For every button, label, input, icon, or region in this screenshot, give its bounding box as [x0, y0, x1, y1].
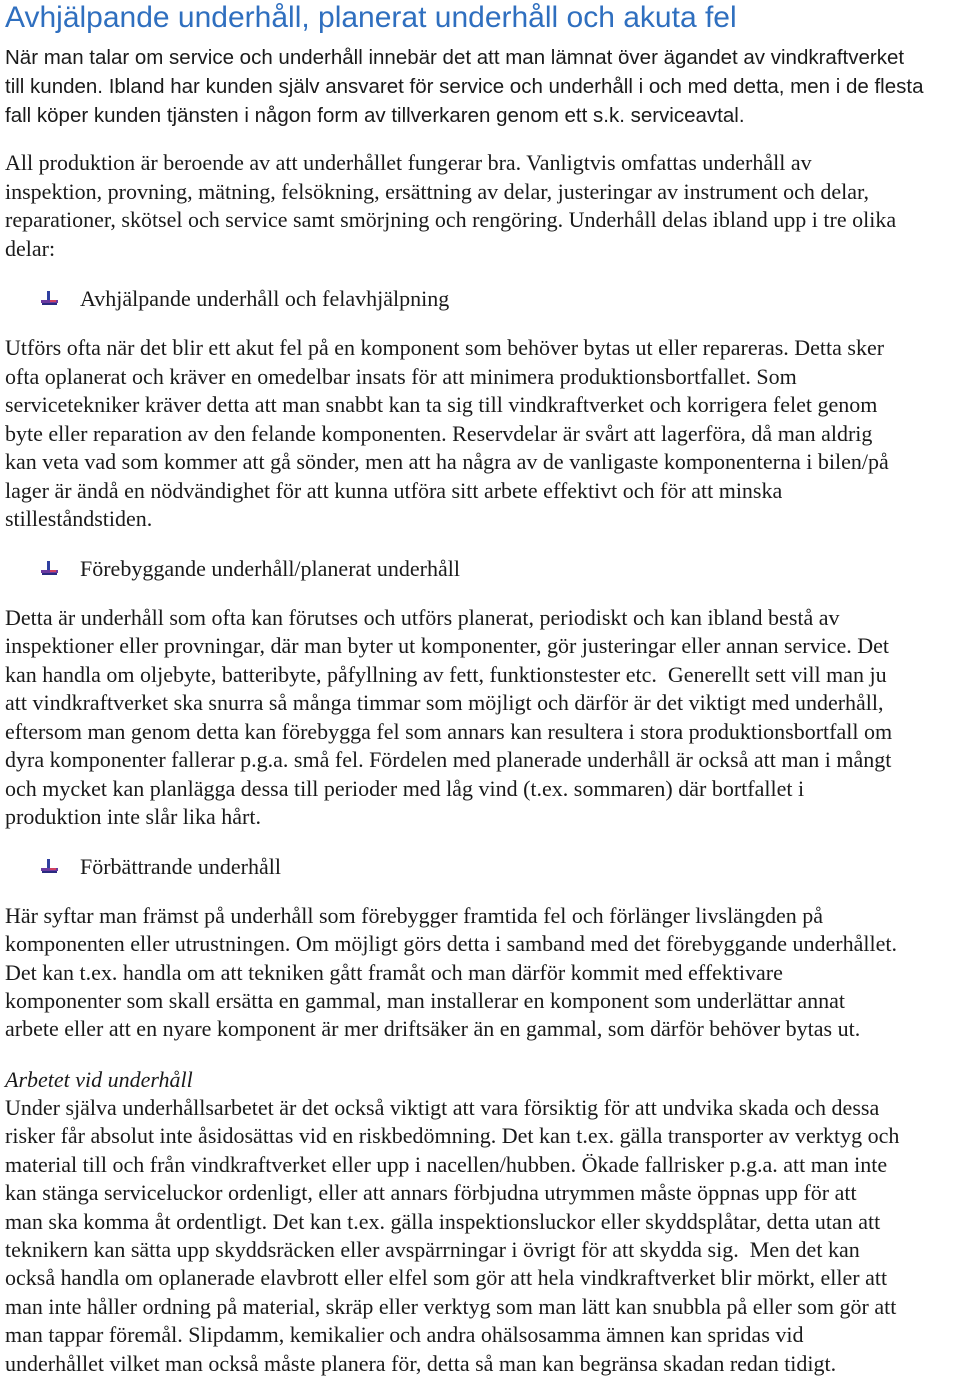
- paragraph-line: ofta oplanerat och kräver en omedelbar insats för att minimera produktionsbortfallet. Som: [5, 363, 797, 389]
- paragraph-line: material till och från vindkraftverket eller upp i nacellen/hubben. Ökade fallrisker p.g.a. att man inte: [5, 1151, 888, 1177]
- intro-paragraph: [5, 43, 957, 130]
- paragraph-line: man ska komma åt ordentligt. Det kan t.ex. gälla inspektionsluckor eller skyddsplåtar, detta utan att: [5, 1208, 881, 1234]
- scope-paragraph: [5, 149, 957, 264]
- arrow-bullet-icon: [41, 859, 59, 875]
- paragraph-line: Detta är underhåll som ofta kan förutses och utförs planerat, periodiskt och kan ibland bestå av: [5, 605, 840, 630]
- paragraph-line: All produktion är beroende av att underhållet fungerar bra. Vanligtvis omfattas underhåll av: [5, 150, 812, 175]
- bullet-item-preventive: [0, 555, 960, 583]
- paragraph-line: att vindkraftverket ska snurra så många timmar som möjligt och därför är det viktigt med underhåll,: [5, 690, 884, 716]
- paragraph-line: till kunden. Ibland har kunden själv ansvaret för service och underhåll i och med detta, men i de flesta: [5, 75, 924, 98]
- paragraph-line: komponenter som skall ersätta en gammal, man installerar en komponent som underlättar annat: [5, 987, 846, 1013]
- bullet-item-improving: [0, 853, 960, 881]
- paragraph-line: kan handla om oljebyte, batteribyte, påfyllning av fett, funktionstester etc. Generellt sett vill man ju: [5, 661, 887, 687]
- corrective-paragraph: [5, 334, 957, 534]
- paragraph-line: produktion inte slår lika hårt.: [5, 804, 261, 830]
- paragraph-line: kan veta vad som kommer att gå sönder, men att ha några av de vanligaste komponenterna i bilen/på: [5, 449, 889, 474]
- paragraph-line: arbete eller att en nyare komponent är mer driftsäker än en gammal, som därför behöver bytas ut.: [5, 1016, 861, 1042]
- section-heading-work: Arbetet vid underhåll: [5, 1067, 193, 1092]
- preventive-paragraph: [5, 604, 957, 832]
- page-title: Avhjälpande underhåll, planerat underhåll och akuta fel: [5, 1, 737, 34]
- work-paragraph: [5, 1094, 957, 1378]
- paragraph-line: teknikern kan sätta upp skyddsräcken eller avspärrningar i övrigt för att skydda sig. Men det kan: [5, 1237, 860, 1263]
- paragraph-line: dyra komponenter fallerar p.g.a. små fel. Fördelen med planerade underhåll är också att man i mångt: [5, 747, 892, 773]
- bullet-heading: Förbättrande underhåll: [80, 854, 281, 879]
- bullet-heading: Förebyggande underhåll/planerat underhåll: [80, 556, 460, 581]
- paragraph-line: fall köper kunden tjänsten i någon form av tillverkaren genom ett s.k. serviceavtal.: [5, 104, 745, 127]
- paragraph-line: delar:: [5, 236, 56, 262]
- paragraph-line: och mycket kan planlägga dessa till perioder med låg vind (t.ex. sommaren) där bortfallet i: [5, 775, 805, 801]
- improving-paragraph: [5, 902, 957, 1043]
- paragraph-line: komponenten eller utrustningen. Om möjligt görs detta i samband med det förebyggande underhållet.: [5, 931, 897, 957]
- paragraph-line: Utförs ofta när det blir ett akut fel på en komponent som behöver bytas ut eller repareras. Detta sker: [5, 335, 885, 360]
- arrow-bullet-icon: [41, 291, 59, 307]
- bullet-heading: Avhjälpande underhåll och felavhjälpning: [80, 286, 450, 311]
- paragraph-line: lager är ändå en nödvändighet för att kunna utföra sitt arbete effektivt och för att minska: [5, 477, 783, 503]
- paragraph-line: kan stänga serviceluckor ordenligt, eller att annars förbjudna utrymmen måste öppnas upp för att: [5, 1180, 857, 1206]
- paragraph-line: risker får absolut inte åsidosättas vid en riskbedömning. Det kan t.ex. gälla transporter av verktyg och: [5, 1123, 900, 1149]
- paragraph-line: inspektion, provning, mätning, felsökning, ersättning av delar, justeringar av instrument och delar,: [5, 178, 869, 204]
- paragraph-line: man tappar föremål. Slipdamm, kemikalier och andra ohälsosamma ämnen kan spridas vid: [5, 1322, 804, 1348]
- paragraph-line: man inte håller ordning på material, skräp eller verktyg som man lätt kan snubbla på eller som gör att: [5, 1293, 897, 1319]
- paragraph-line: Här syftar man främst på underhåll som förebygger framtida fel och förlänger livslängden på: [5, 903, 823, 928]
- paragraph-line: underhållet vilket man också måste planera för, detta så man kan begränsa skadan redan tidigt.: [5, 1350, 837, 1376]
- paragraph-line: Under själva underhållsarbetet är det också viktigt att vara försiktig för att undvika skada och dessa: [5, 1095, 880, 1120]
- paragraph-line: reparationer, skötsel och service samt smörjning och rengöring. Underhåll delas ibland upp i tre olika: [5, 207, 897, 233]
- bullet-item-corrective: [0, 285, 960, 313]
- paragraph-line: servicetekniker kräver detta att man snabbt kan ta sig till vindkraftverket och korrigera felet genom: [5, 392, 878, 417]
- paragraph-line: byte eller reparation av den felande komponenten. Reservdelar är svårt att lagerföra, då man aldrig: [5, 420, 873, 446]
- paragraph-line: eftersom man genom detta kan förebygga fel som annars kan resultera i stora produktionsbortfall om: [5, 718, 893, 744]
- paragraph-line: Det kan t.ex. handla om att tekniken gått framåt och man därför kommit med effektivare: [5, 959, 783, 985]
- paragraph-line: inspektioner eller provningar, där man byter ut komponenter, gör justeringar eller annan service. Det: [5, 633, 890, 659]
- arrow-bullet-icon: [41, 561, 59, 577]
- paragraph-line: stilleståndstiden.: [5, 506, 153, 531]
- paragraph-line: också handla om oplanerade elavbrott eller elfel som gör att hela vindkraftverket blir mörkt, eller att: [5, 1265, 888, 1291]
- paragraph-line: När man talar om service och underhåll innebär det att man lämnat över ägandet av vindkraftverket: [5, 46, 905, 69]
